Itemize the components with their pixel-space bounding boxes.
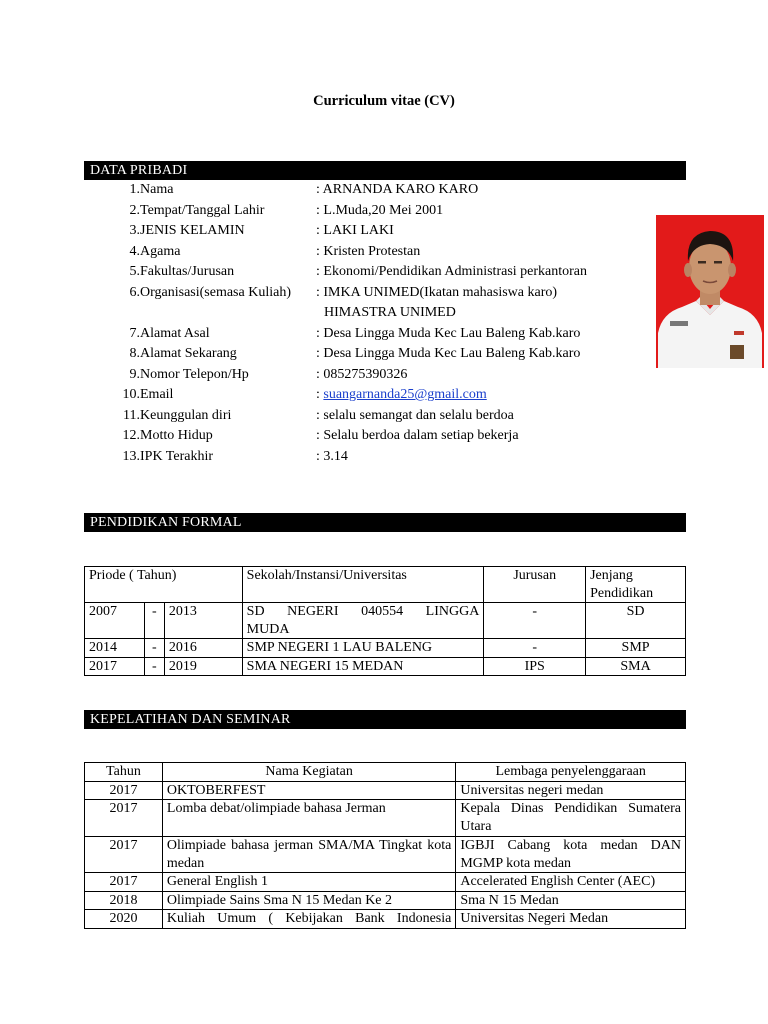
cell-to: 2016	[164, 639, 242, 658]
list-item	[84, 201, 644, 222]
field-value: : Ekonomi/Pendidikan Administrasi perkantoran	[316, 264, 588, 279]
item-number: 8.	[129, 346, 140, 361]
field-label: Keunggulan diri	[140, 407, 232, 423]
cell-dash: -	[144, 639, 164, 658]
list-item	[84, 221, 644, 242]
cell-activity: OKTOBERFEST	[162, 781, 455, 800]
cell-organizer: IGBJI Cabang kota medan DAN MGMP kota medan	[456, 837, 686, 873]
field-value: : selalu semangat dan selalu berdoa	[316, 407, 514, 423]
item-number: 5.	[129, 264, 140, 279]
cell-major: IPS	[484, 657, 586, 676]
item-number: 2.	[129, 202, 140, 218]
portrait-illustration	[656, 215, 764, 368]
field-label: Tempat/Tanggal Lahir	[140, 202, 265, 218]
field-label: Nomor Telepon/Hp	[140, 366, 249, 382]
cell-from: 2014	[85, 639, 145, 658]
field-label: Alamat Sekarang	[140, 346, 237, 361]
table-header-row	[85, 567, 686, 603]
item-number: 13.	[122, 448, 140, 464]
item-number: 12.	[122, 428, 140, 443]
field-colon: :	[316, 387, 324, 402]
cell-organizer: Sma N 15 Medan	[456, 891, 686, 910]
field-label: Email	[140, 387, 174, 402]
cell-activity: Lomba debat/olimpiade bahasa Jerman	[162, 800, 455, 837]
cell-to: 2019	[164, 657, 242, 676]
field-label: JENIS KELAMIN	[140, 223, 245, 238]
list-item-continuation	[84, 303, 644, 324]
table-row	[85, 910, 686, 929]
field-value: : 3.14	[316, 448, 348, 464]
cell-school: SD NEGERI 040554 LINGGA MUDA	[242, 603, 484, 639]
field-value: : Kristen Protestan	[316, 243, 421, 259]
cell-year: 2017	[85, 781, 163, 800]
education-table	[84, 566, 686, 676]
table-row	[85, 781, 686, 800]
list-item	[84, 426, 644, 447]
list-item	[84, 344, 644, 365]
cell-organizer: Accelerated English Center (AEC)	[456, 873, 686, 892]
field-label: Organisasi(semasa Kuliah)	[140, 284, 291, 300]
table-row	[85, 800, 686, 837]
personal-data-list	[84, 180, 644, 467]
table-row	[85, 891, 686, 910]
header-school: Sekolah/Instansi/Universitas	[242, 567, 484, 603]
header-organizer: Lembaga penyelenggaraan	[456, 763, 686, 782]
cell-year: 2018	[85, 891, 163, 910]
cell-activity: General English 1	[162, 873, 455, 892]
table-row	[85, 639, 686, 658]
field-label: Fakultas/Jurusan	[140, 264, 235, 279]
item-number: 10.	[122, 387, 140, 402]
list-item	[84, 406, 644, 427]
cell-organizer: Universitas negeri medan	[456, 781, 686, 800]
list-item	[84, 283, 644, 304]
list-item	[84, 324, 644, 345]
item-number: 3.	[129, 223, 140, 238]
cell-organizer: Kepala Dinas Pendidikan Sumatera Utara	[456, 800, 686, 837]
item-number: 7.	[129, 325, 140, 341]
field-value: : LAKI LAKI	[316, 223, 394, 238]
list-item	[84, 242, 644, 263]
cell-year: 2017	[85, 800, 163, 837]
item-number: 6.	[129, 284, 140, 300]
field-value: : 085275390326	[316, 366, 408, 382]
list-item	[84, 262, 644, 283]
cell-year: 2017	[85, 837, 163, 873]
list-item	[84, 447, 644, 468]
field-label: Agama	[140, 243, 181, 259]
cell-year: 2020	[85, 910, 163, 929]
field-label: IPK Terakhir	[140, 448, 214, 464]
field-label: Motto Hidup	[140, 428, 213, 443]
cell-year: 2017	[85, 873, 163, 892]
list-item	[84, 180, 644, 201]
field-value-continued: HIMASTRA UNIMED	[324, 305, 456, 320]
header-major: Jurusan	[484, 567, 586, 603]
cell-activity: Olimpiade bahasa jerman SMA/MA Tingkat kota medan	[162, 837, 455, 873]
section-kepelatihan-seminar: KEPELATIHAN DAN SEMINAR	[84, 710, 686, 729]
email-link[interactable]: suangarnanda25@gmail.com	[323, 387, 487, 402]
cell-dash: -	[144, 603, 164, 639]
document-title: Curriculum vitae (CV)	[313, 93, 455, 109]
table-row	[85, 657, 686, 676]
item-number: 11.	[123, 407, 140, 423]
profile-photo	[656, 215, 764, 368]
cell-school: SMP NEGERI 1 LAU BALENG	[242, 639, 484, 658]
header-period: Priode ( Tahun)	[85, 567, 243, 603]
cell-from: 2017	[85, 657, 145, 676]
field-value: : Desa Lingga Muda Kec Lau Baleng Kab.karo	[316, 325, 581, 341]
cell-major: -	[484, 603, 586, 639]
header-year: Tahun	[85, 763, 163, 782]
section-pendidikan-formal: PENDIDIKAN FORMAL	[84, 513, 686, 532]
field-value: : ARNANDA KARO KARO	[316, 182, 479, 197]
cell-level: SD	[586, 603, 686, 639]
cell-dash: -	[144, 657, 164, 676]
field-value: : L.Muda,20 Mei 2001	[316, 202, 444, 218]
item-number: 9.	[129, 366, 140, 382]
cell-school: SMA NEGERI 15 MEDAN	[242, 657, 484, 676]
training-table	[84, 762, 686, 929]
field-value: : Desa Lingga Muda Kec Lau Baleng Kab.karo	[316, 346, 581, 361]
field-label: Nama	[140, 182, 174, 197]
cell-major: -	[484, 639, 586, 658]
item-number: 4.	[129, 243, 140, 259]
field-value	[316, 385, 487, 406]
cell-from: 2007	[85, 603, 145, 639]
table-header-row	[85, 763, 686, 782]
field-label: Alamat Asal	[140, 325, 210, 341]
cell-activity: Kuliah Umum ( Kebijakan Bank Indonesia	[162, 910, 455, 929]
section-data-pribadi: DATA PRIBADI	[84, 161, 686, 180]
table-row	[85, 603, 686, 639]
table-row	[85, 837, 686, 873]
item-number: 1.	[129, 182, 140, 197]
header-level: Jenjang Pendidikan	[586, 567, 686, 603]
cell-activity: Olimpiade Sains Sma N 15 Medan Ke 2	[162, 891, 455, 910]
list-item	[84, 385, 644, 406]
field-value: : Selalu berdoa dalam setiap bekerja	[316, 428, 519, 443]
cell-level: SMA	[586, 657, 686, 676]
field-value: : IMKA UNIMED(Ikatan mahasiswa karo)	[316, 284, 558, 300]
cell-to: 2013	[164, 603, 242, 639]
table-row	[85, 873, 686, 892]
header-activity: Nama Kegiatan	[162, 763, 455, 782]
cell-level: SMP	[586, 639, 686, 658]
cell-organizer: Universitas Negeri Medan	[456, 910, 686, 929]
list-item	[84, 365, 644, 386]
